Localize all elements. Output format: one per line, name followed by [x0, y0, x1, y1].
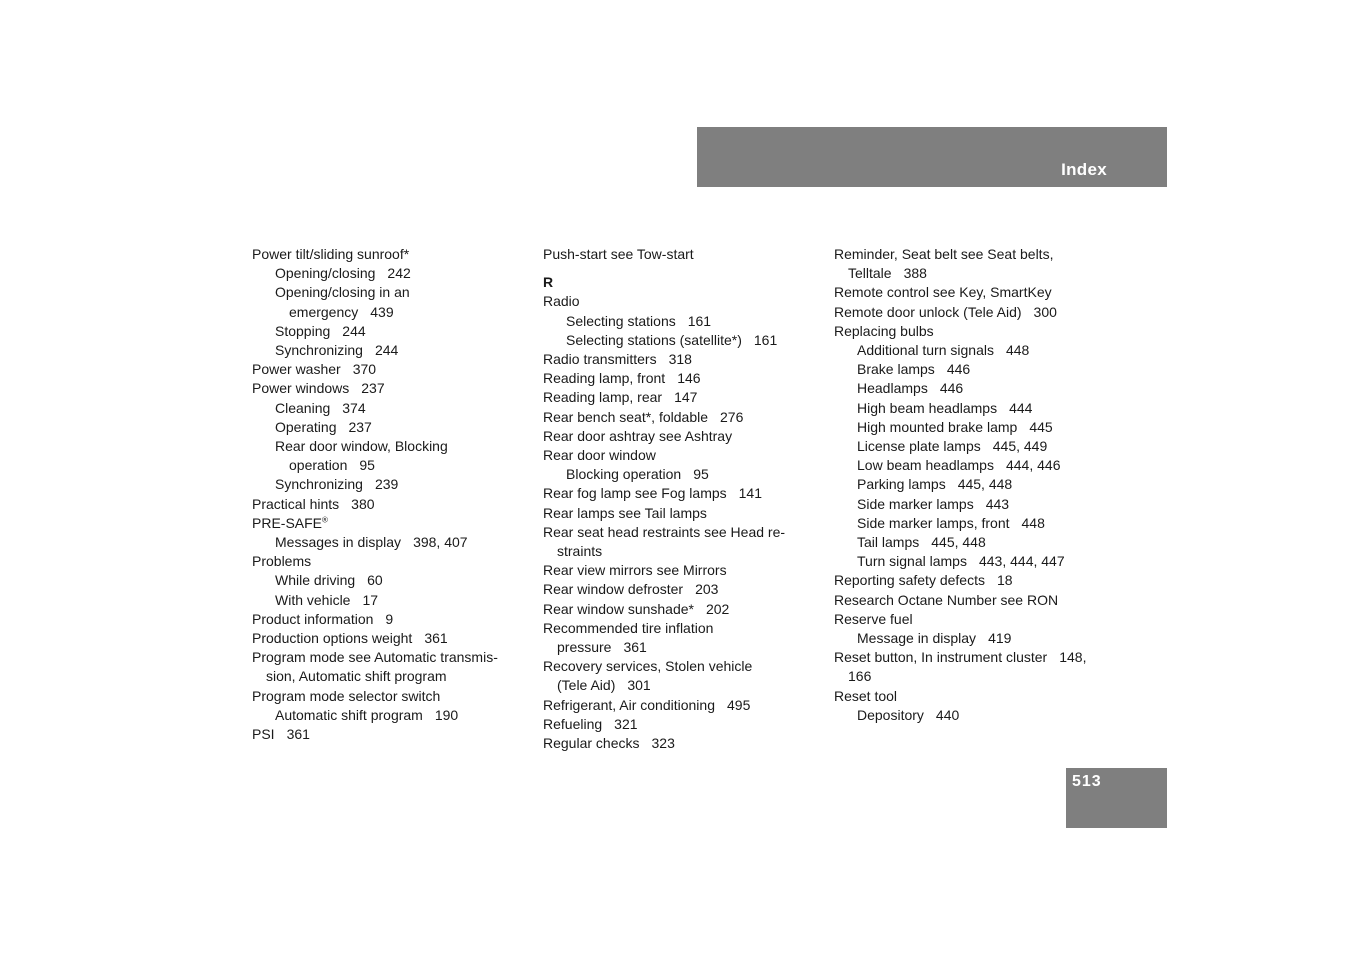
- index-entry: [543, 504, 803, 523]
- index-entry-text: Power windows: [252, 380, 350, 397]
- section-title: Index: [1061, 160, 1107, 179]
- index-entry: [252, 399, 527, 418]
- page-reference[interactable]: 321: [614, 715, 638, 732]
- page-reference[interactable]: 419: [988, 630, 1012, 647]
- index-entry: [543, 696, 803, 715]
- index-entry-text: straints: [557, 543, 603, 560]
- index-entry-text: Synchronizing: [275, 342, 363, 359]
- index-entry: [834, 514, 1109, 533]
- index-entry: [252, 303, 527, 322]
- index-entry-text: Radio: [543, 293, 580, 310]
- index-entry: [543, 465, 803, 484]
- index-entry-text: Rear window defroster: [543, 581, 684, 598]
- index-entry: [252, 552, 527, 571]
- index-entry: [252, 456, 527, 475]
- index-entry: [543, 312, 803, 331]
- index-entry-text: Remote door unlock (Tele Aid): [834, 303, 1022, 320]
- page-reference[interactable]: 202: [705, 600, 730, 617]
- index-entry-text: Messages in display: [275, 534, 402, 551]
- index-entry: [252, 706, 527, 725]
- index-entry-text: Remote control see Key, SmartKey: [834, 284, 1052, 301]
- page-reference[interactable]: 370: [352, 361, 377, 378]
- index-entry-text: Recovery services, Stolen vehicle: [543, 658, 753, 675]
- index-entry: [543, 292, 803, 311]
- index-column-2: [543, 245, 803, 753]
- index-entry: [834, 264, 1109, 283]
- page-reference[interactable]: 60: [367, 572, 383, 589]
- index-entry-text: Research Octane Number see RON: [834, 591, 1059, 608]
- index-entry-text: Depository: [857, 706, 924, 723]
- index-entry-text: Rear seat head restraints see Head re-: [543, 523, 786, 540]
- page-reference[interactable]: 361: [623, 639, 647, 656]
- index-column-3: [834, 245, 1109, 725]
- index-entry: [252, 571, 527, 590]
- index-entry-text: R: [543, 274, 554, 291]
- index-entry-text: PRE-SAFE: [252, 514, 323, 531]
- index-entry: [834, 418, 1109, 437]
- index-entry-text: Push-start see Tow-start: [543, 246, 694, 262]
- index-entry: [834, 610, 1109, 629]
- index-entry-text: Radio transmitters: [543, 351, 657, 368]
- index-entry-text: Reset button, In instrument cluster: [834, 649, 1048, 666]
- index-entry-text: Side marker lamps, front: [857, 514, 1010, 531]
- index-entry: [834, 571, 1109, 590]
- index-entry: [834, 322, 1109, 341]
- index-entry: [252, 475, 527, 494]
- index-entry-text: Opening/closing: [275, 265, 376, 282]
- page-reference[interactable]: 446: [946, 361, 971, 378]
- page-reference[interactable]: 448: [1005, 342, 1030, 359]
- page-reference[interactable]: 203: [695, 581, 719, 598]
- index-entry: [252, 533, 527, 552]
- index-entry-text: Reading lamp, front: [543, 370, 666, 387]
- index-entry-text: Refrigerant, Air conditioning: [543, 696, 715, 713]
- index-entry-text: Rear door window: [543, 447, 656, 464]
- page-number-box: [1066, 768, 1167, 828]
- index-letter-heading: [543, 273, 803, 292]
- index-entry: [543, 580, 803, 599]
- page-reference[interactable]: 444: [1009, 399, 1033, 416]
- index-entry-text: Reset tool: [834, 687, 898, 704]
- index-entry: [834, 687, 1109, 706]
- index-entry: [252, 437, 527, 456]
- page-reference[interactable]: 323: [651, 735, 675, 752]
- page-reference[interactable]: 141: [738, 485, 762, 502]
- index-entry: [834, 629, 1109, 648]
- index-entry-text: Replacing bulbs: [834, 322, 934, 339]
- page-reference[interactable]: 374: [342, 399, 366, 416]
- page-reference[interactable]: 147: [674, 389, 698, 406]
- index-entry: [834, 399, 1109, 418]
- index-entry: [252, 629, 527, 648]
- index-entry: [834, 456, 1109, 475]
- page-reference[interactable]: 439: [370, 303, 394, 320]
- index-entry: [834, 437, 1109, 456]
- page-reference[interactable]: 446: [939, 380, 964, 397]
- page-reference[interactable]: 300: [1033, 303, 1057, 320]
- page-reference[interactable]: 244: [342, 322, 366, 339]
- index-entry-text: 166: [848, 668, 872, 685]
- index-entry-text: Program mode selector switch: [252, 687, 441, 704]
- index-entry-text: Practical hints: [252, 495, 340, 512]
- index-entry-text: Reporting safety defects: [834, 572, 985, 589]
- index-entry: [543, 369, 803, 388]
- page-reference[interactable]: 161: [753, 331, 778, 348]
- page-reference[interactable]: 148,: [1059, 649, 1087, 666]
- index-entry-text: Cleaning: [275, 399, 331, 416]
- page-reference[interactable]: 495: [727, 696, 751, 713]
- page-reference[interactable]: 301: [627, 677, 651, 694]
- index-entry-text: Synchronizing: [275, 476, 363, 493]
- index-entry: [252, 687, 527, 706]
- index-entry-text: License plate lamps: [857, 438, 981, 455]
- index-entry: [834, 495, 1109, 514]
- index-entry: [252, 610, 527, 629]
- page-reference[interactable]: 445: [1029, 418, 1053, 435]
- index-entry: [252, 418, 527, 437]
- index-entry-text: Selecting stations: [566, 312, 676, 329]
- index-entry: [252, 725, 527, 744]
- page-reference[interactable]: 17: [362, 591, 379, 608]
- index-entry: [252, 245, 527, 264]
- page-reference[interactable]: 190: [434, 706, 459, 723]
- page-reference[interactable]: 361: [286, 726, 310, 743]
- index-entry: [252, 648, 527, 667]
- index-entry: [543, 523, 803, 542]
- index-entry-text: Reserve fuel: [834, 610, 913, 627]
- index-entry-text: Refueling: [543, 715, 603, 732]
- page-reference[interactable]: 380: [351, 495, 375, 512]
- index-entry: [252, 514, 527, 533]
- index-entry: [543, 331, 803, 350]
- index-entry-text: Problems: [252, 553, 312, 570]
- index-column-1: [252, 245, 527, 744]
- index-entry-text: Tail lamps: [857, 534, 920, 551]
- index-entry: [252, 379, 527, 398]
- index-entry: [543, 638, 803, 657]
- index-entry: [543, 657, 803, 676]
- index-entry-text: Side marker lamps: [857, 495, 974, 512]
- index-entry-text: High beam headlamps: [857, 399, 998, 416]
- page-reference[interactable]: 18: [996, 572, 1013, 589]
- index-entry: [834, 379, 1109, 398]
- index-entry: [543, 715, 803, 734]
- index-entry-text: High mounted brake lamp: [857, 418, 1018, 435]
- index-entry: [252, 360, 527, 379]
- index-entry-text: While driving: [275, 572, 356, 589]
- index-entry-text: Rear bench seat*, foldable: [543, 408, 708, 425]
- index-entry-text: Reminder, Seat belt see Seat belts,: [834, 246, 1054, 262]
- index-entry: [834, 283, 1109, 302]
- page-reference[interactable]: 445, 448: [931, 534, 986, 551]
- index-entry-text: Opening/closing in an: [275, 284, 410, 301]
- index-entry: [543, 484, 803, 503]
- page-reference[interactable]: 448: [1021, 514, 1045, 531]
- index-entry-text: With vehicle: [275, 591, 351, 608]
- page-reference[interactable]: 95: [359, 457, 375, 474]
- index-entry-text: pressure: [557, 639, 612, 656]
- index-entry: [252, 667, 527, 686]
- index-entry: [543, 676, 803, 695]
- page-reference[interactable]: 276: [720, 408, 744, 425]
- index-entry: [834, 533, 1109, 552]
- page-reference[interactable]: 398, 407: [413, 534, 468, 551]
- index-entry-text: emergency: [289, 303, 359, 320]
- page-reference[interactable]: 146: [677, 370, 701, 387]
- index-entry-text: Rear door window, Blocking: [275, 438, 448, 455]
- index-entry: [834, 303, 1109, 322]
- index-entry: [543, 619, 803, 638]
- page-reference[interactable]: 361: [424, 630, 448, 647]
- page-reference[interactable]: 9: [385, 610, 394, 627]
- page-reference[interactable]: 318: [668, 351, 692, 368]
- header-bar: [697, 127, 1167, 187]
- index-entry-text: Turn signal lamps: [857, 553, 967, 570]
- index-entry-text: Power washer: [252, 361, 341, 378]
- index-entry-text: Product information: [252, 610, 374, 627]
- index-entry-text: Automatic shift program: [275, 706, 423, 723]
- page-reference[interactable]: 161: [687, 312, 712, 329]
- index-entry: [543, 561, 803, 580]
- index-entry: [834, 360, 1109, 379]
- index-entry-text: Recommended tire inflation: [543, 619, 714, 636]
- index-entry: [252, 591, 527, 610]
- index-entry: [834, 475, 1109, 494]
- index-entry-text: Additional turn signals: [857, 342, 994, 359]
- index-entry: [834, 245, 1109, 264]
- index-entry-text: Rear window sunshade*: [543, 600, 694, 617]
- index-entry-text: sion, Automatic shift program: [266, 668, 447, 685]
- index-entry-text: Power tilt/sliding sunroof*: [252, 246, 410, 262]
- index-entry: [834, 648, 1109, 667]
- index-entry-text: Rear lamps see Tail lamps: [543, 504, 707, 521]
- index-entry-text: (Tele Aid): [557, 677, 616, 694]
- index-entry-text: Regular checks: [543, 735, 640, 752]
- index-entry-text: Rear fog lamp see Fog lamps: [543, 485, 727, 502]
- index-entry: [543, 446, 803, 465]
- index-entry: [252, 495, 527, 514]
- page-reference[interactable]: 244: [374, 342, 399, 359]
- index-entry: [834, 591, 1109, 610]
- index-entry-text: Selecting stations (satellite*): [566, 331, 742, 348]
- page-reference[interactable]: 237: [361, 380, 385, 397]
- registered-mark: ®: [322, 515, 328, 525]
- page-reference[interactable]: 444, 446: [1005, 457, 1061, 474]
- index-entry: [543, 734, 803, 753]
- page-reference[interactable]: 445, 448: [957, 476, 1013, 493]
- index-entry-text: Stopping: [275, 322, 331, 339]
- index-entry-text: Blocking operation: [566, 466, 682, 483]
- index-entry: [834, 552, 1109, 571]
- index-entry-text: Operating: [275, 418, 337, 435]
- index-entry-text: Message in display: [857, 630, 977, 647]
- index-entry-text: Telltale: [848, 265, 892, 282]
- page-reference[interactable]: 239: [374, 476, 399, 493]
- index-entry-text: Reading lamp, rear: [543, 389, 663, 406]
- page-reference[interactable]: 440: [935, 706, 960, 723]
- index-entry: [252, 322, 527, 341]
- page-reference[interactable]: 237: [348, 418, 372, 435]
- index-entry: [543, 427, 803, 446]
- index-entry-text: operation: [289, 457, 348, 474]
- index-entry-text: Program mode see Automatic transmis-: [252, 649, 498, 666]
- index-entry: [252, 341, 527, 360]
- index-entry-text: Rear view mirrors see Mirrors: [543, 562, 727, 579]
- index-entry: [543, 350, 803, 369]
- page-reference[interactable]: 443, 444, 447: [978, 553, 1065, 570]
- index-entry-text: Brake lamps: [857, 361, 935, 378]
- page-reference[interactable]: 445, 449: [992, 438, 1048, 455]
- index-entry: [834, 667, 1109, 686]
- index-entry-text: PSI: [252, 726, 275, 743]
- index-entry: [252, 283, 527, 302]
- page-reference[interactable]: 443: [985, 495, 1010, 512]
- index-entry: [543, 408, 803, 427]
- index-entry-text: Parking lamps: [857, 476, 946, 493]
- index-entry: [543, 600, 803, 619]
- index-entry-text: Headlamps: [857, 380, 928, 397]
- page-reference[interactable]: 242: [387, 265, 411, 282]
- index-entry: [543, 388, 803, 407]
- index-entry-text: Rear door ashtray see Ashtray: [543, 427, 733, 444]
- index-entry-text: Production options weight: [252, 630, 413, 647]
- index-entry: [543, 542, 803, 561]
- index-entry-text: Low beam headlamps: [857, 457, 994, 474]
- page-number: 513: [1072, 773, 1102, 790]
- index-entry: [834, 341, 1109, 360]
- page-reference[interactable]: 95: [693, 466, 709, 483]
- index-entry: [543, 245, 803, 264]
- page-reference[interactable]: 388: [903, 265, 927, 282]
- index-entry: [834, 706, 1109, 725]
- index-entry: [252, 264, 527, 283]
